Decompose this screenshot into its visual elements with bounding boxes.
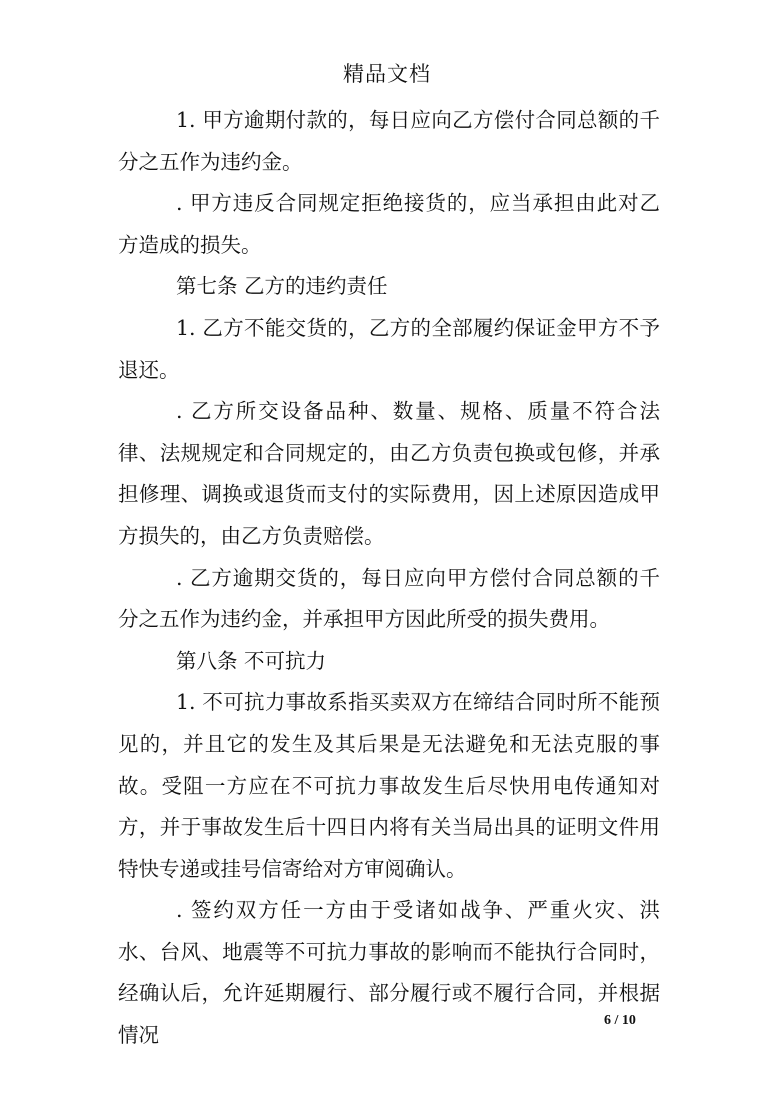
paragraph-late-payment: 1. 甲方逾期付款的，每日应向乙方偿付合同总额的千分之五作为违约金。 bbox=[118, 108, 660, 174]
page-header-title: 精品文档 bbox=[343, 62, 431, 86]
section-heading-article-7: 第七条 乙方的违约责任 bbox=[176, 274, 388, 299]
document-body bbox=[118, 100, 660, 1057]
paragraph-force-majeure-definition: 1. 不可抗力事故系指买卖双方在缔结合同时所不能预见的，并且它的发生及其后果是无法避免和无法克服的事故。受阻一方应在不可抗力事故发生后尽快用电传通知对方，并于事故发生后十四日内将有关当局出具的证明文件用特快专递或挂号信寄给对方审阅确认。 bbox=[118, 690, 660, 881]
paragraph-refuse-delivery: . 甲方违反合同规定拒绝接货的，应当承担由此对乙方造成的损失。 bbox=[118, 191, 660, 257]
paragraph-nonconforming-goods: . 乙方所交设备品种、数量、规格、质量不符合法律、法规规定和合同规定的，由乙方负责包换或包修，并承担修理、调换或退货而支付的实际费用，因上述原因造成甲方损失的，由乙方负责赔偿。 bbox=[118, 399, 660, 548]
paragraph-force-majeure-effect: . 签约双方任一方由于受诸如战争、严重火灾、洪水、台风、地震等不可抗力事故的影响而不能执行合同时，经确认后，允许延期履行、部分履行或不履行合同，并根据情况 bbox=[118, 898, 660, 1048]
paragraph-non-delivery: 1. 乙方不能交货的，乙方的全部履约保证金甲方不予退还。 bbox=[118, 315, 660, 382]
paragraph-late-delivery: . 乙方逾期交货的，每日应向甲方偿付合同总额的千分之五作为违约金，并承担甲方因此所受的损失费用。 bbox=[118, 565, 660, 632]
section-heading-article-8: 第八条 不可抗力 bbox=[176, 648, 327, 673]
page-number: 6 / 10 bbox=[604, 1013, 636, 1028]
